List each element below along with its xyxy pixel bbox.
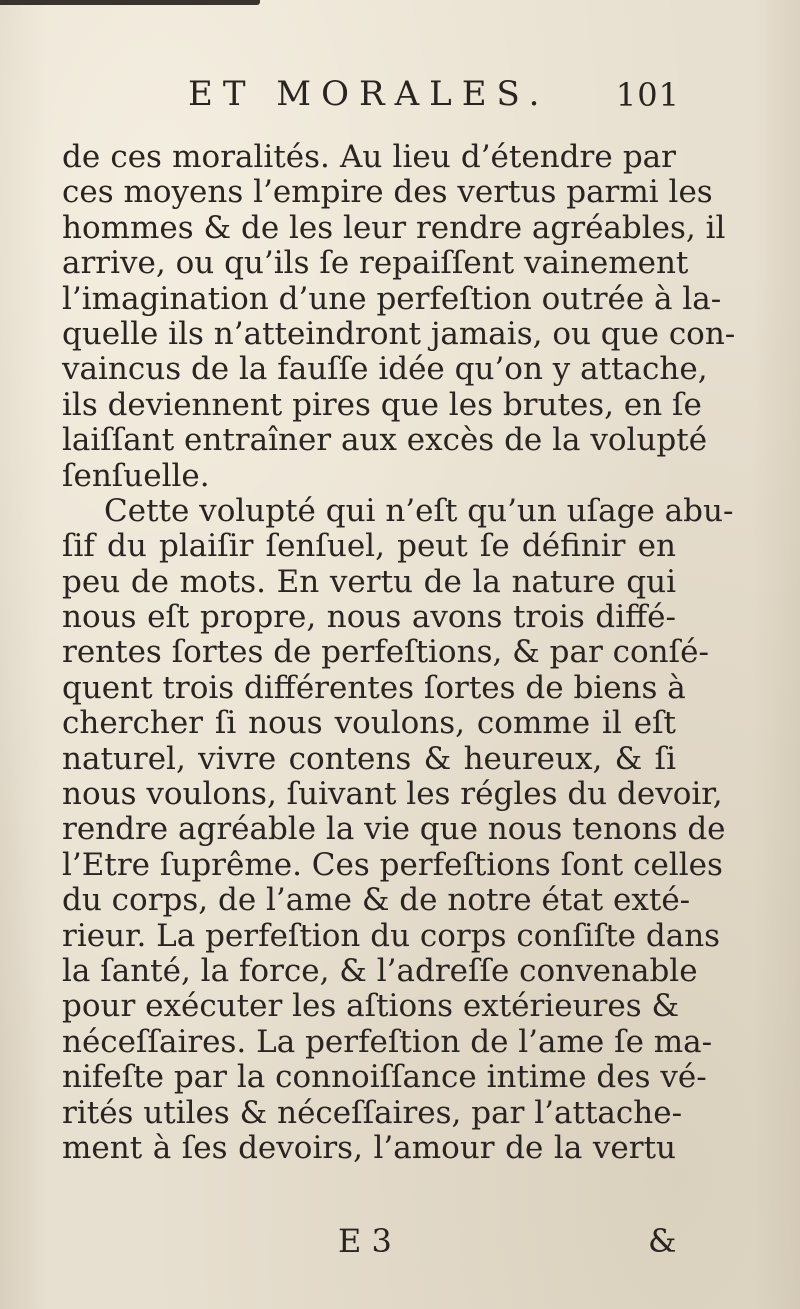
text-line: nous voulons, ſuivant les régles du devoir,	[62, 776, 723, 813]
body-text	[62, 139, 736, 1166]
text-line: laiſſant entraîner aux excès de la volupté	[62, 422, 708, 459]
text-line: chercher ſi nous voulons, comme il eſt	[62, 705, 676, 742]
text-line: ils deviennent pires que les brutes, en ſe	[62, 386, 702, 423]
text-line: rieur. La perfeſtion du corps conſiſte dans	[62, 917, 721, 954]
catchword: &	[648, 1222, 677, 1260]
running-head	[60, 70, 680, 120]
text-line: rendre agréable la vie que nous tenons de	[62, 811, 726, 848]
text-line: ſif du plaiſir ſenſuel, peut ſe définir en	[62, 528, 676, 565]
signature-mark: E 3	[338, 1222, 392, 1260]
text-line: naturel, vivre contens & heureux, & ſi	[62, 740, 676, 777]
running-head-title: ET MORALES.	[188, 74, 550, 114]
text-line: vaincus de la fauſſe idée qu’on y attache,	[62, 351, 708, 388]
text-line: néceſſaires. La perfeſtion de l’ame ſe ma-	[62, 1023, 713, 1060]
text-line: pour exécuter les aſtions extérieures &	[62, 988, 680, 1025]
text-line: ces moyens l’empire des vertus parmi les	[62, 174, 713, 211]
text-line: la ſanté, la force, & l’adreſſe convenable	[62, 952, 698, 989]
page-number: 101	[615, 76, 680, 114]
paragraph-end-line: ſenſuelle.	[62, 457, 210, 494]
text-line: nifeſte par la connoiſſance intime des vé-	[62, 1059, 707, 1096]
text-line: rentes ſortes de perfeſtions, & par conſé-	[62, 634, 709, 671]
text-line: quent trois différentes ſortes de biens à	[62, 669, 686, 706]
text-line: de ces moralités. Au lieu d’étendre par	[62, 139, 676, 175]
text-line: quelle ils n’atteindront jamais, ou que con-	[62, 315, 736, 352]
text-line: rités utiles & néceſſaires, par l’attache-	[62, 1094, 683, 1131]
text-line: du corps, de l’ame & de notre état exté-	[62, 882, 691, 919]
top-edge-shadow	[0, 0, 260, 5]
text-line: l’imagination d’une perfeſtion outrée à la-	[62, 280, 722, 317]
text-line: peu de mots. En vertu de la nature qui	[62, 563, 676, 600]
text-line: arrive, ou qu’ils ſe repaiſſent vainement	[62, 245, 689, 282]
text-line: l’Etre ſuprême. Ces perfeſtions ſont celles	[62, 846, 723, 883]
paragraph-start-line: Cette volupté qui n’eſt qu’un uſage abu-	[104, 492, 734, 529]
text-line: hommes & de les leur rendre agréables, il	[62, 209, 726, 246]
text-line: nous eſt propre, nous avons trois diffé-	[62, 599, 676, 636]
text-line: ment à ſes devoirs, l’amour de la vertu	[62, 1129, 676, 1166]
